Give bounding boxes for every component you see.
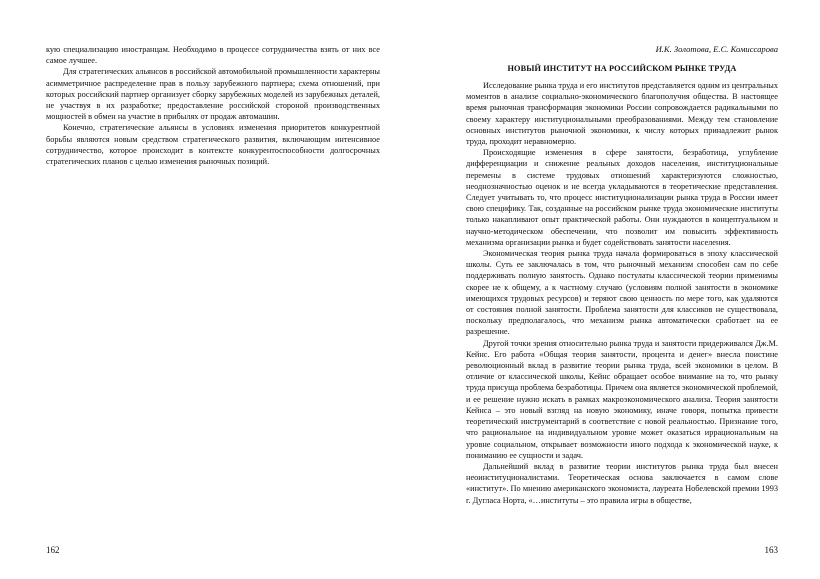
right-paragraph-1: Исследование рынка труда и его институтов представляется одним из центральных моментов в анализе социально-экономического благополучия общества. В настоящее время рыночная трансформация экономики России сопровождается радикальными по своему характеру институциональными преобразованиями. Между тем становление основных институтов рыночной экономики, к числу которых принадлежит рынок труда, проходит неравномерно. <box>466 81 778 147</box>
left-paragraph-1: кую специализацию иностранцам. Необходимо в процессе сотрудничества взять от них все самое лучшее. <box>46 45 380 66</box>
right-paragraph-5: Дальнейший вклад в развитие теории институтов рынка труда был внесен неоинституционалистами. Теоретическая основа заключается в самом слове «институт». По мнению американского экономиста, лауреата Нобелевской премии 1993 г. Дугласа Норта, «…институты – это правила игры в обществе, <box>466 461 778 505</box>
article-title: НОВЫЙ ИНСТИТУТ НА РОССИЙСКОМ РЫНКЕ ТРУДА <box>507 64 737 73</box>
right-paragraph-3: Экономическая теория рынка труда начала формироваться в эпоху классической школы. Суть ее заключалась в том, что рыночный механизм способен сам по себе поддерживать полную занятость. Однако постулаты классической теории применимы скорее не к общему, а к частному случаю (условиям полной занятости в экономике имеющихся трудовых ресурсов) и теряют свою ценность по мере того, как удаляются от состояния полной занятости. Проблема занятости для классиков не существовала, поскольку предполагалось, что механизм рынка автоматически сработает на ее разрешение. <box>466 249 778 337</box>
right-paragraph-2: Происходящие изменения в сфере занятости, безработица, углубление дифференциации и снижение реальных доходов населения, институциональные перемены в системе трудовых отношений характеризуются сложностью, неоднозначностью оценок и не всегда укладываются в теоретические представления. Следует учитывать то, что процесс институционализации рынка труда в России имеет свою специфику. Так, созданные на российском рынке труда экономические институты только накапливают опыт практической работы. Они нуждаются в концептуальном и научно-методическом обеспечении, что позволит им повысить эффективность механизма организации рынка и будет содействовать занятости населения. <box>466 148 778 247</box>
left-paragraph-3: Конечно, стратегические альянсы в условиях изменения приоритетов конкурентной борьбы являются новым средством стратегического развития, включающим интенсивное сотрудничество, которое происходит в контексте конкурентоспособности долгосрочных стратегических планов с целью изменения рыночных позиций. <box>46 123 380 167</box>
right-paragraph-4: Другой точки зрения относительно рынка труда и занятости придерживался Дж.М. Кейнс. Его работа «Общая теория занятости, процента и денег» внесла поистине революционный вклад в развитие теории рынка труда, всей экономики в целом. В отличие от классической школы, Кейнс обращает особое внимание на то, что рынку труда присуща проблема безработицы. Причем она является экономической проблемой, и ее решение нужно искать в рамках макроэкономического анализа. Теория занятости Кейнса – это новый взгляд на новую экономику, иначе говоря, попытка привести теоретический инструментарий в соответствие с новой реальностью. Признание того, что рациональное на индивидуальном уровне может оказаться иррациональным на уровне социальном, открывает возможности иного подхода к экономической науке, к пониманию ее сущности и задач. <box>466 338 778 460</box>
right-text-column <box>466 80 778 506</box>
left-text-column <box>46 44 380 167</box>
right-page-number: 163 <box>764 545 778 555</box>
right-page <box>410 0 820 579</box>
left-paragraph-2: Для стратегических альянсов в российской автомобильной промышленности характерны асимметричное распределение прав в пользу зарубежного партнера; схема отношений, при которых российский партнер организует сборку зарубежных моделей из зарубежных деталей, не участвуя в их разработке; предоставление российской стороной производственных мощностей в обмен на участие в прибылях от продаж автомашин. <box>46 67 380 122</box>
running-head-authors: И.К. Золотова, Е.С. Комиссарова <box>655 44 778 54</box>
left-page-number: 162 <box>46 545 60 555</box>
